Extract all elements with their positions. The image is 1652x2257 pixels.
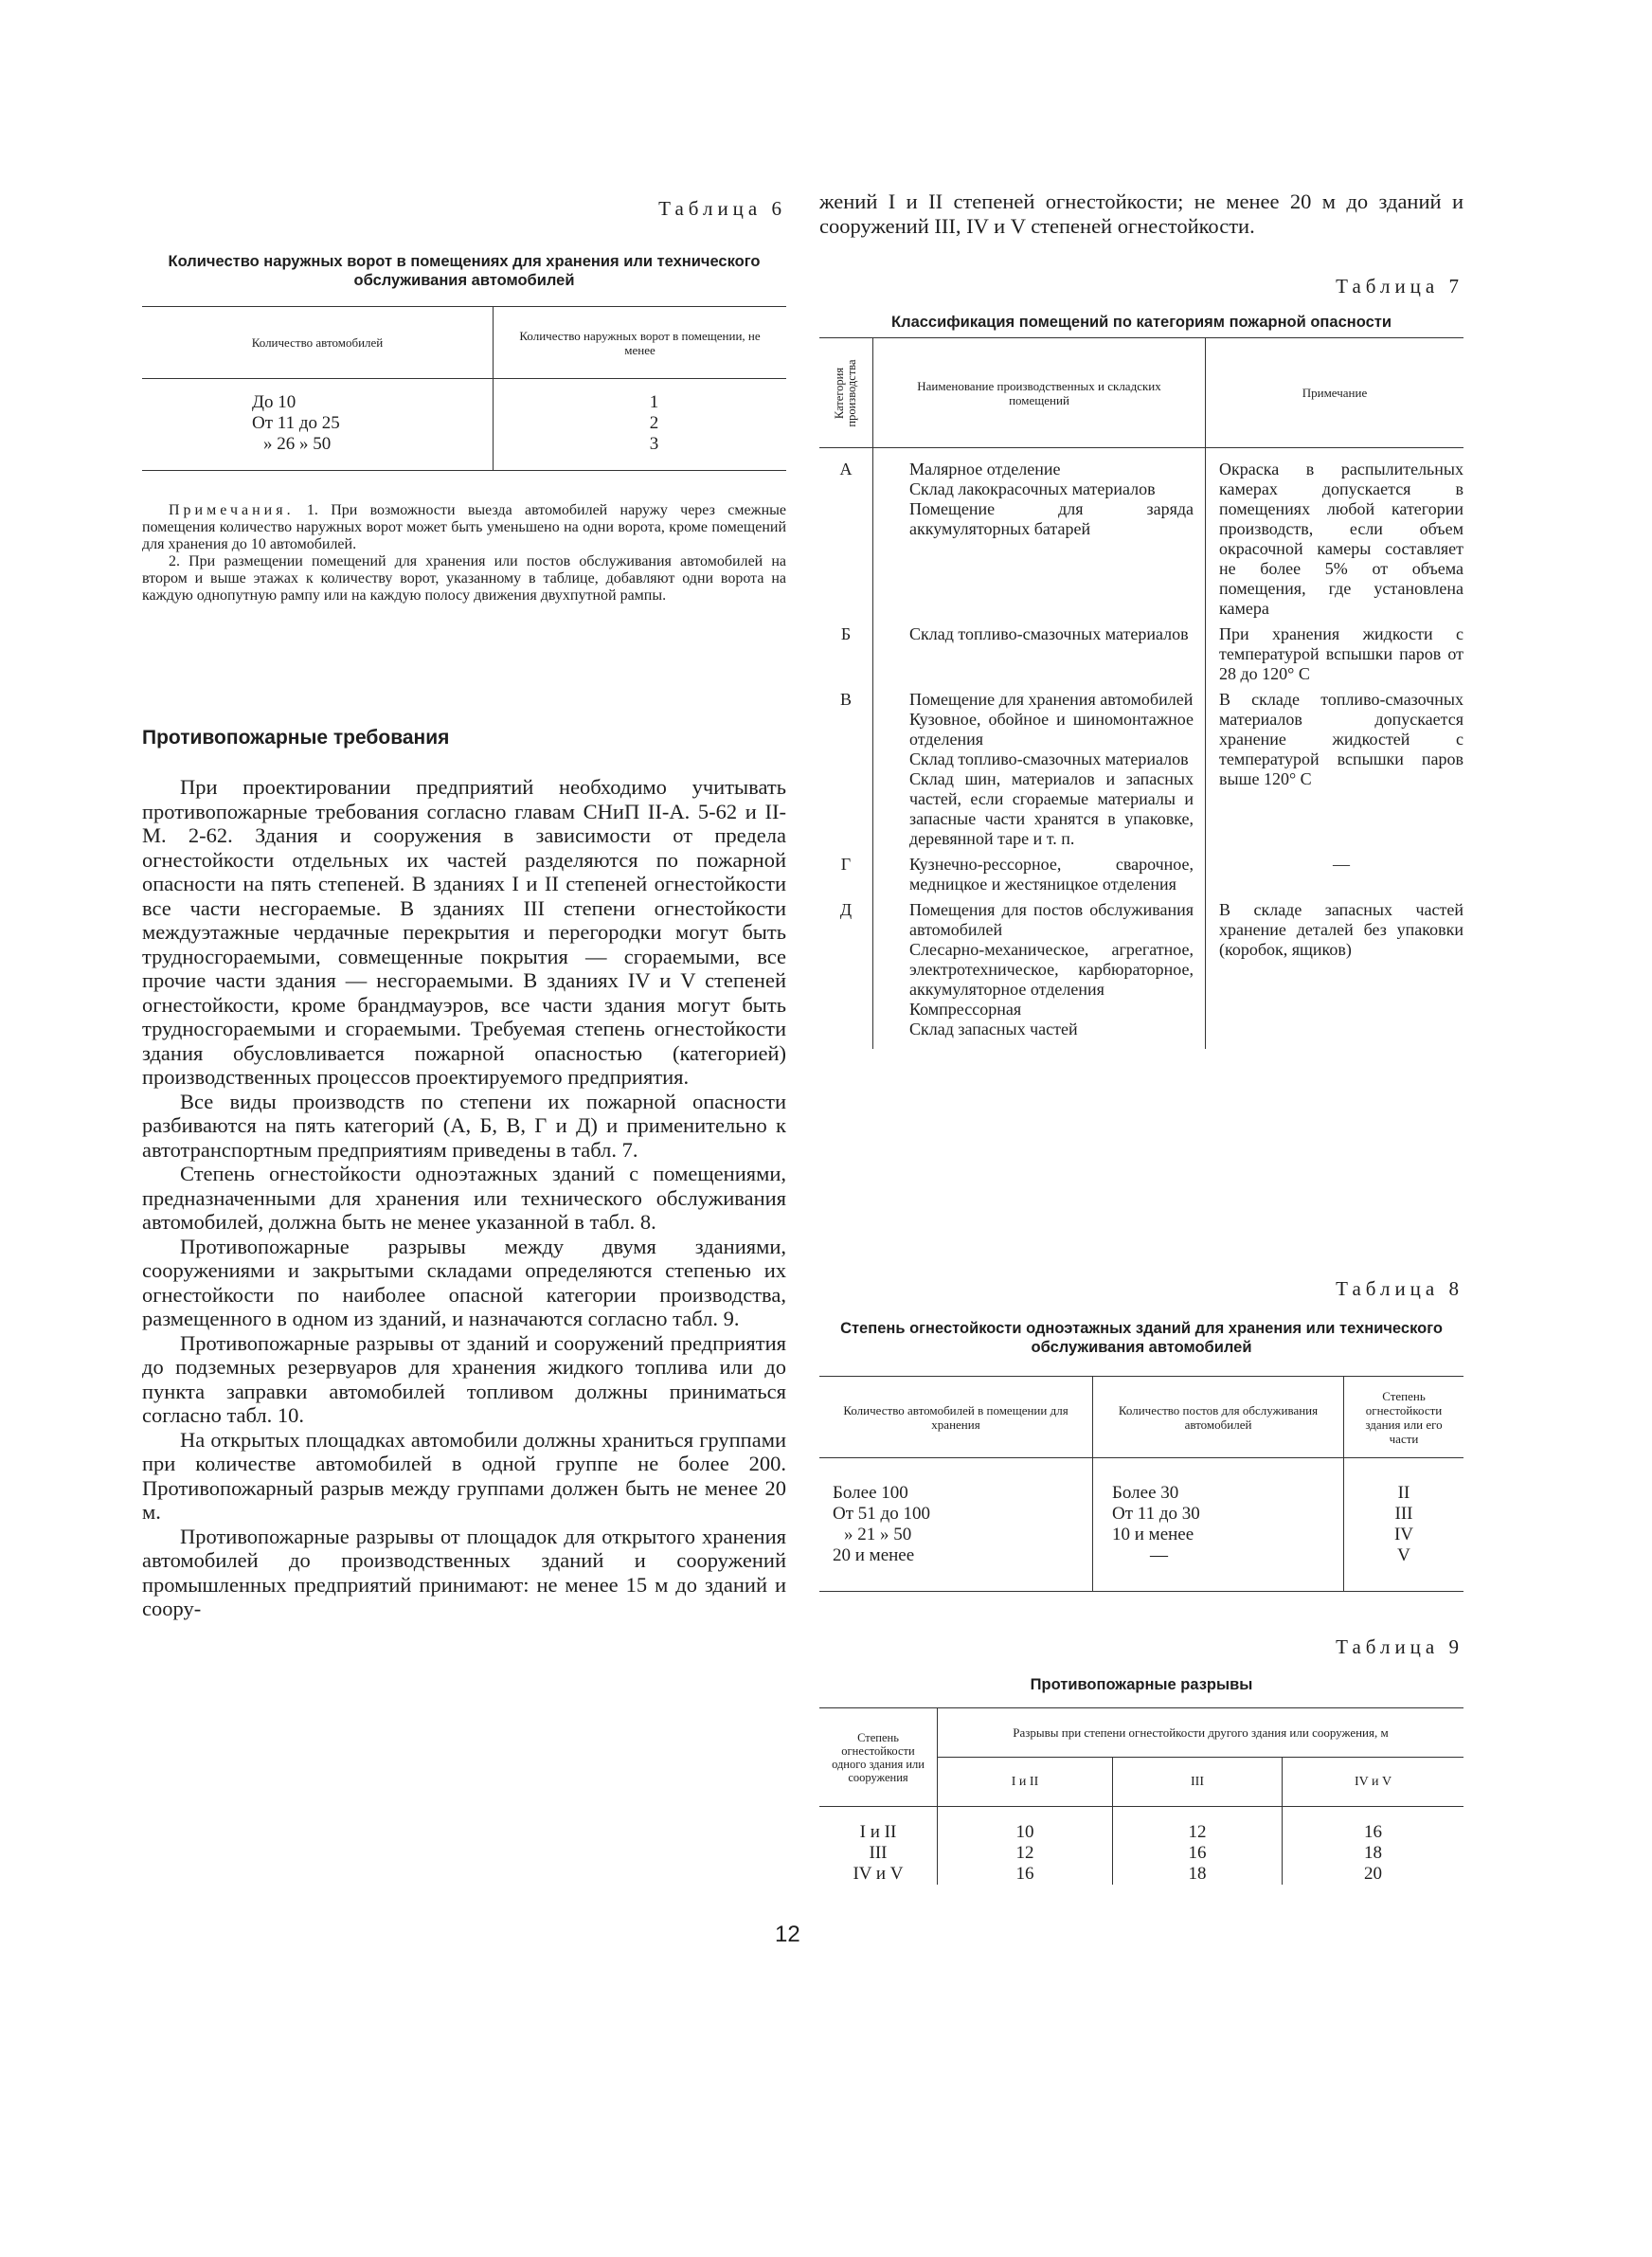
paragraph: На открытых площадках автомобили должны храниться группами при количестве автомобилей в одной группе не более 200. Противопожарный разрыв между группами должен быть не менее 20 м.	[142, 1427, 786, 1524]
paragraph: Все виды производств по степени их пожарной опасности разбиваются на пять категорий (А, Б, В, Г и Д) и применительно к автотранспортным предприятиям приведены в табл. 7.	[142, 1089, 786, 1162]
table6-gates: 1	[649, 392, 659, 412]
table7-header-category: Категория производства	[833, 358, 858, 427]
table9-value: 16	[1113, 1843, 1283, 1864]
table9-caption: Противопожарные разрывы	[1030, 1676, 1253, 1693]
table6-gates: 2	[649, 413, 659, 433]
table8-degree: III	[1394, 1504, 1413, 1524]
table6-notes	[142, 502, 786, 605]
table6-header-gates: Количество наружных ворот в помещении, не менее	[519, 328, 761, 357]
table-row	[819, 855, 1463, 900]
table8-posts: От 11 до 30	[1093, 1504, 1344, 1525]
table7-item: Помещение для хранения автомобилей	[909, 690, 1194, 709]
table7-category: Б	[819, 624, 873, 690]
table8-header-degree: Степень огнестойкости здания или его части	[1365, 1388, 1443, 1446]
table6	[142, 306, 786, 471]
table7-item: Склад запасных частей	[909, 1020, 1078, 1038]
table7-items	[873, 690, 1206, 855]
table7-item: Склад топливо-смазочных материалов	[909, 749, 1189, 768]
table8-header-posts: Количество постов для обслуживания автомобилей	[1093, 1377, 1344, 1458]
paragraph: Степень огнестойкости одноэтажных зданий с помещениями, предназначенными для хранения или технического обслуживания автомобилей, должна быть не менее указанной в табл. 8.	[142, 1162, 786, 1234]
table9-subheader: IV и V	[1354, 1775, 1392, 1789]
table7-item: Компрессорная	[909, 1000, 1022, 1019]
table7-note: В складе запасных частей хранение деталей без упаковки (коробок, ящиков)	[1219, 900, 1463, 959]
table8-cars: От 51 до 100	[819, 1504, 1093, 1525]
table6-note-2: 2. При размещении помещений для хранения или постов обслуживания автомобилей на втором и выше этажах к количеству ворот, указанному в таблице, добавляют одни ворота на каждую однопутную рампу или на каждую полосу движения двухпутной рампы.	[142, 553, 786, 604]
table7-category: Д	[819, 900, 873, 1049]
table7-category: Г	[819, 855, 873, 900]
table9-value: 16	[938, 1864, 1113, 1885]
notes-label: Примечания.	[169, 502, 295, 518]
table9-header-degree: Степень огнестойкости одного здания или сооружения	[819, 1708, 938, 1807]
table8-degree: IV	[1393, 1525, 1414, 1544]
table-row	[819, 1864, 1463, 1885]
section-heading: Противопожарные требования	[142, 727, 450, 749]
table9-degree: III	[819, 1843, 938, 1864]
table7-item: Кузнечно-рессорное, сварочное, медницкое и жестяницкое отделения	[909, 855, 1194, 894]
page-number: 12	[775, 1922, 800, 1947]
table9	[819, 1707, 1463, 1885]
table8-label: Таблица 8	[1336, 1277, 1463, 1300]
table7-item: Помещения для постов обслуживания автомобилей	[909, 900, 1194, 939]
paragraph: Противопожарные разрывы между двумя зданиями, сооружениями и закрытыми складами определяются степенью их огнестойкости по наиболее опасной категории производства, размещенного в одном из зданий, и назначаются согласно табл. 9.	[142, 1234, 786, 1330]
table9-subheader: III	[1113, 1758, 1283, 1807]
table-row	[819, 690, 1463, 855]
table9-label: Таблица 9	[1336, 1635, 1463, 1658]
table7	[819, 337, 1463, 1049]
table6-cars: » 26 » 50	[142, 434, 494, 471]
table-row	[142, 413, 786, 434]
table8-degree: II	[1397, 1483, 1410, 1503]
table-row	[819, 1843, 1463, 1864]
table-row	[142, 392, 786, 413]
table7-items	[873, 855, 1206, 900]
table-row	[819, 1545, 1463, 1592]
table-row	[819, 1504, 1463, 1525]
table9-degree: IV и V	[819, 1864, 938, 1885]
table7-category: А	[819, 460, 873, 624]
table6-gates: 3	[649, 434, 659, 454]
table9-value: 10	[938, 1822, 1113, 1843]
table7-item: Малярное отделение	[909, 460, 1061, 478]
paragraph: Противопожарные разрывы от зданий и сооружений предприятия до подземных резервуаров для хранения жидкого топлива или до пункта заправки автомобилей топливом должны приниматься согласно табл. 10.	[142, 1330, 786, 1427]
table8-posts: —	[1093, 1545, 1344, 1592]
table7-items	[873, 900, 1206, 1049]
table7-note: Окраска в распылительных камерах допускается в помещениях любой категории производств, если объем окрасочной камеры составляет не более 5% от объема помещения, где установлена камера	[1219, 460, 1463, 618]
table7-header-name: Наименование производственных и складских помещений	[873, 338, 1206, 448]
note-1-text: 1. При возможности выезда автомобилей наружу через смежные помещения количество наружных ворот может быть уменьшено на одни ворота, кроме помещений для хранения до 10 автомобилей.	[142, 502, 787, 552]
table-row	[819, 460, 1463, 624]
table7-item: Слесарно-механическое, агрегатное, электротехническое, карбюраторное, аккумуляторное отделения	[909, 940, 1194, 999]
table-row	[819, 1525, 1463, 1545]
table9-value: 20	[1364, 1864, 1382, 1884]
continuation-text: жений I и II степеней огнестойкости; не менее 20 м до зданий и сооружений III, IV и V степеней огнестойкости.	[819, 190, 1463, 238]
table-row	[819, 624, 1463, 690]
table7-note: При хранения жидкости с температурой вспышки паров от 28 до 120° С	[1219, 624, 1463, 683]
table-row	[819, 1483, 1463, 1504]
table9-value: 12	[938, 1843, 1113, 1864]
table7-items	[873, 624, 1206, 690]
table7-note: —	[1333, 855, 1350, 874]
table8	[819, 1376, 1463, 1592]
table8-posts: Более 30	[1093, 1483, 1344, 1504]
table9-value: 18	[1364, 1843, 1382, 1863]
table7-item: Склад шин, материалов и запасных частей, если сгораемые материалы и запасные части хранятся в упаковке, деревянной таре и т. п.	[909, 769, 1194, 848]
table6-header-cars: Количество автомобилей	[142, 307, 494, 379]
table8-degree: V	[1397, 1545, 1410, 1565]
table8-header-cars: Количество автомобилей в помещении для хранения	[819, 1377, 1093, 1458]
table-row	[819, 1822, 1463, 1843]
table8-posts: 10 и менее	[1093, 1525, 1344, 1545]
table7-category: В	[819, 690, 873, 855]
table7-item: Помещение для заряда аккумуляторных батарей	[909, 499, 1194, 538]
table-row	[819, 900, 1463, 1049]
table6-label: Таблица 6	[658, 197, 786, 220]
table9-value: 18	[1113, 1864, 1283, 1885]
table9-subheader: I и II	[938, 1758, 1113, 1807]
table9-degree: I и II	[819, 1822, 938, 1843]
table6-cars: До 10	[142, 392, 494, 413]
table9-value: 16	[1364, 1822, 1382, 1842]
table8-caption: Степень огнестойкости одноэтажных зданий для хранения или технического обслуживания автомобилей	[840, 1320, 1443, 1356]
table7-header-category-cell	[819, 338, 873, 448]
table8-cars: 20 и менее	[819, 1545, 1093, 1592]
table-row	[142, 434, 786, 471]
paragraph: При проектировании предприятий необходимо учитывать противопожарные требования согласно главам СНиП II-А. 5-62 и II-М. 2-62. Здания и сооружения в зависимости от предела огнестойкости отдельных их частей разделяются по пожарной опасности на пять степеней. В зданиях I и II степеней огнестойкости все части несгораемые. В зданиях III степени огнестойкости междуэтажные чердачные перекрытия и перегородки могут быть трудносгораемыми, совмещенные покрытия — сгораемыми, все прочие части здания — несгораемыми. В зданиях IV и V степеней огнестойкости, кроме брандмауэров, все части здания могут быть трудносгораемыми и сгораемыми. Требуемая степень огнестойкости здания обусловливается пожарной опасностью (категорией) производственных процессов проектируемого предприятия.	[142, 775, 786, 1089]
table6-caption: Количество наружных ворот в помещениях для хранения или технического обслуживания автомобилей	[168, 253, 761, 289]
table7-item: Склад лакокрасочных материалов	[909, 479, 1156, 498]
paragraph: Противопожарные разрывы от площадок для открытого хранения автомобилей до производственных зданий и сооружений промышленных предприятий принимают: не менее 15 м до зданий и соору-	[142, 1524, 786, 1620]
table9-header-group: Разрывы при степени огнестойкости другого здания или сооружения, м	[1013, 1725, 1389, 1740]
table7-label: Таблица 7	[1336, 275, 1463, 298]
table7-caption: Классификация помещений по категориям пожарной опасности	[891, 314, 1392, 331]
body-text	[142, 775, 786, 1621]
table6-note-1	[142, 502, 786, 553]
table8-cars: Более 100	[819, 1483, 1093, 1504]
table7-header-note: Примечание	[1302, 386, 1368, 400]
table7-items	[873, 460, 1206, 624]
table7-item: Кузовное, обойное и шиномонтажное отделения	[909, 710, 1194, 749]
table7-note: В складе топливо-смазочных материалов допускается хранение жидкостей с температурой вспышки паров выше 120° С	[1219, 690, 1463, 788]
table7-item: Склад топливо-смазочных материалов	[909, 624, 1189, 643]
table8-cars: » 21 » 50	[819, 1525, 1093, 1545]
table9-value: 12	[1113, 1822, 1283, 1843]
table6-cars: От 11 до 25	[142, 413, 494, 434]
